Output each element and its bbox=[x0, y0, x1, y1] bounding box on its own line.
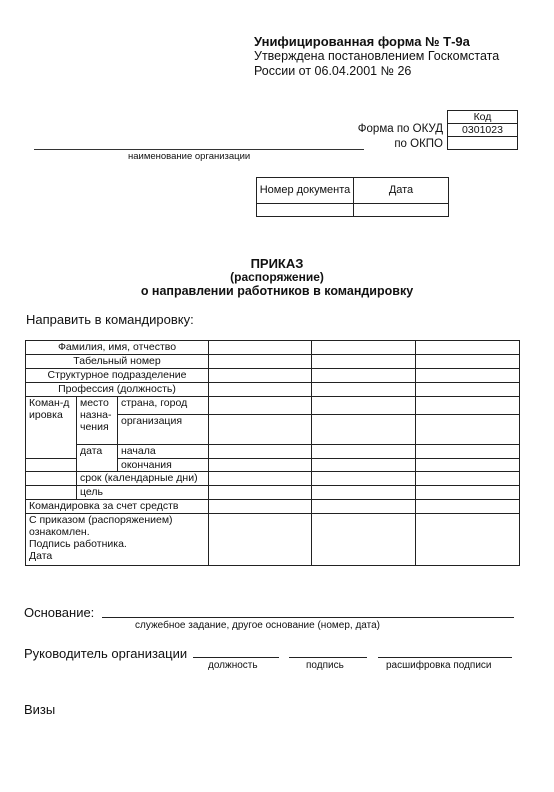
basis-caption: служебное задание, другое основание (номер, дата) bbox=[135, 620, 380, 631]
document-number-header: Номер документа bbox=[257, 178, 354, 204]
form-header bbox=[254, 34, 499, 79]
ack-line-3: Подпись работника. bbox=[29, 538, 127, 550]
basis-field[interactable] bbox=[102, 617, 514, 618]
cell-fio-3[interactable] bbox=[416, 341, 520, 355]
cell-tab-3[interactable] bbox=[416, 355, 520, 369]
approval-line-2: России от 06.04.2001 № 26 bbox=[254, 64, 412, 78]
term-label: срок (календарные дни) bbox=[77, 472, 209, 486]
trip-label-text: Коман-дировка bbox=[29, 397, 70, 421]
decoding-field[interactable] bbox=[378, 657, 512, 658]
cell-purpose-3[interactable] bbox=[416, 486, 520, 500]
trip-spacer-3 bbox=[26, 486, 77, 500]
cell-org-3[interactable] bbox=[416, 415, 520, 445]
cell-purpose-2[interactable] bbox=[312, 486, 416, 500]
document-date-value[interactable] bbox=[354, 204, 449, 217]
tab-number-label: Табельный номер bbox=[26, 355, 209, 369]
country-city-label: страна, город bbox=[118, 397, 209, 415]
order-subtitle: (распоряжение) bbox=[230, 270, 324, 284]
order-title: ПРИКАЗ bbox=[250, 256, 304, 271]
cell-org-1[interactable] bbox=[209, 415, 312, 445]
organization-name-field[interactable] bbox=[34, 149, 364, 150]
cell-purpose-1[interactable] bbox=[209, 486, 312, 500]
profession-label: Профессия (должность) bbox=[26, 383, 209, 397]
signature-field[interactable] bbox=[289, 657, 367, 658]
cell-start-2[interactable] bbox=[312, 445, 416, 459]
cell-prof-3[interactable] bbox=[416, 383, 520, 397]
cell-city-1[interactable] bbox=[209, 397, 312, 415]
cell-term-2[interactable] bbox=[312, 472, 416, 486]
code-header: Код bbox=[448, 111, 518, 124]
ack-line-1: С приказом (распоряжением) bbox=[29, 514, 173, 526]
cell-prof-1[interactable] bbox=[209, 383, 312, 397]
cell-ack-2[interactable] bbox=[312, 514, 416, 566]
signature-caption: подпись bbox=[306, 660, 344, 671]
cell-term-1[interactable] bbox=[209, 472, 312, 486]
full-name-label: Фамилия, имя, отчество bbox=[26, 341, 209, 355]
send-label: Направить в командировку: bbox=[26, 312, 194, 327]
approval-line-1: Утверждена постановлением Госкомстата bbox=[254, 49, 500, 63]
document-number-table bbox=[256, 177, 449, 217]
cell-org-2[interactable] bbox=[312, 415, 416, 445]
organization-label: организация bbox=[118, 415, 209, 445]
organization-caption: наименование организации bbox=[128, 151, 251, 162]
acknowledgement-label bbox=[26, 514, 209, 566]
decoding-caption: расшифровка подписи bbox=[386, 660, 492, 671]
trip-spacer-1 bbox=[26, 459, 77, 472]
cell-tab-1[interactable] bbox=[209, 355, 312, 369]
codes-table bbox=[447, 110, 518, 150]
basis-label: Основание: bbox=[24, 605, 95, 620]
cell-fio-2[interactable] bbox=[312, 341, 416, 355]
cell-dept-3[interactable] bbox=[416, 369, 520, 383]
cell-end-1[interactable] bbox=[209, 459, 312, 472]
ack-line-4: Дата bbox=[29, 550, 53, 562]
okud-label: Форма по ОКУД bbox=[357, 123, 443, 135]
purpose-label: цель bbox=[77, 486, 209, 500]
cell-dept-1[interactable] bbox=[209, 369, 312, 383]
position-field[interactable] bbox=[193, 657, 279, 658]
cell-tab-2[interactable] bbox=[312, 355, 416, 369]
cell-fio-1[interactable] bbox=[209, 341, 312, 355]
position-caption: должность bbox=[208, 660, 258, 671]
cell-ack-1[interactable] bbox=[209, 514, 312, 566]
funded-by-label: Командировка за счет средств bbox=[26, 500, 209, 514]
visas-label: Визы bbox=[24, 702, 56, 717]
cell-dept-2[interactable] bbox=[312, 369, 416, 383]
manager-label: Руководитель организации bbox=[24, 646, 188, 661]
cell-start-1[interactable] bbox=[209, 445, 312, 459]
trip-spacer-2 bbox=[26, 472, 77, 486]
destination-label bbox=[77, 397, 118, 445]
cell-funds-3[interactable] bbox=[416, 500, 520, 514]
cell-term-3[interactable] bbox=[416, 472, 520, 486]
cell-end-2[interactable] bbox=[312, 459, 416, 472]
cell-end-3[interactable] bbox=[416, 459, 520, 472]
okpo-code[interactable] bbox=[448, 137, 518, 150]
cell-start-3[interactable] bbox=[416, 445, 520, 459]
form-title: Унифицированная форма № Т-9а bbox=[254, 34, 470, 49]
trip-table bbox=[25, 340, 520, 566]
cell-city-3[interactable] bbox=[416, 397, 520, 415]
okpo-label: по ОКПО bbox=[394, 138, 443, 150]
order-description: о направлении работников в командировку bbox=[140, 284, 414, 298]
document-date-header: Дата bbox=[354, 178, 449, 204]
start-label: начала bbox=[118, 445, 209, 459]
date-label: дата bbox=[77, 445, 118, 472]
ack-line-2: ознакомлен. bbox=[29, 526, 90, 538]
okud-code[interactable]: 0301023 bbox=[448, 124, 518, 137]
cell-ack-3[interactable] bbox=[416, 514, 520, 566]
department-label: Структурное подразделение bbox=[26, 369, 209, 383]
cell-funds-1[interactable] bbox=[209, 500, 312, 514]
cell-prof-2[interactable] bbox=[312, 383, 416, 397]
trip-label bbox=[26, 397, 77, 459]
destination-label-text: место назна-чения bbox=[80, 397, 112, 433]
cell-funds-2[interactable] bbox=[312, 500, 416, 514]
document-number-value[interactable] bbox=[257, 204, 354, 217]
end-label: окончания bbox=[118, 459, 209, 472]
cell-city-2[interactable] bbox=[312, 397, 416, 415]
